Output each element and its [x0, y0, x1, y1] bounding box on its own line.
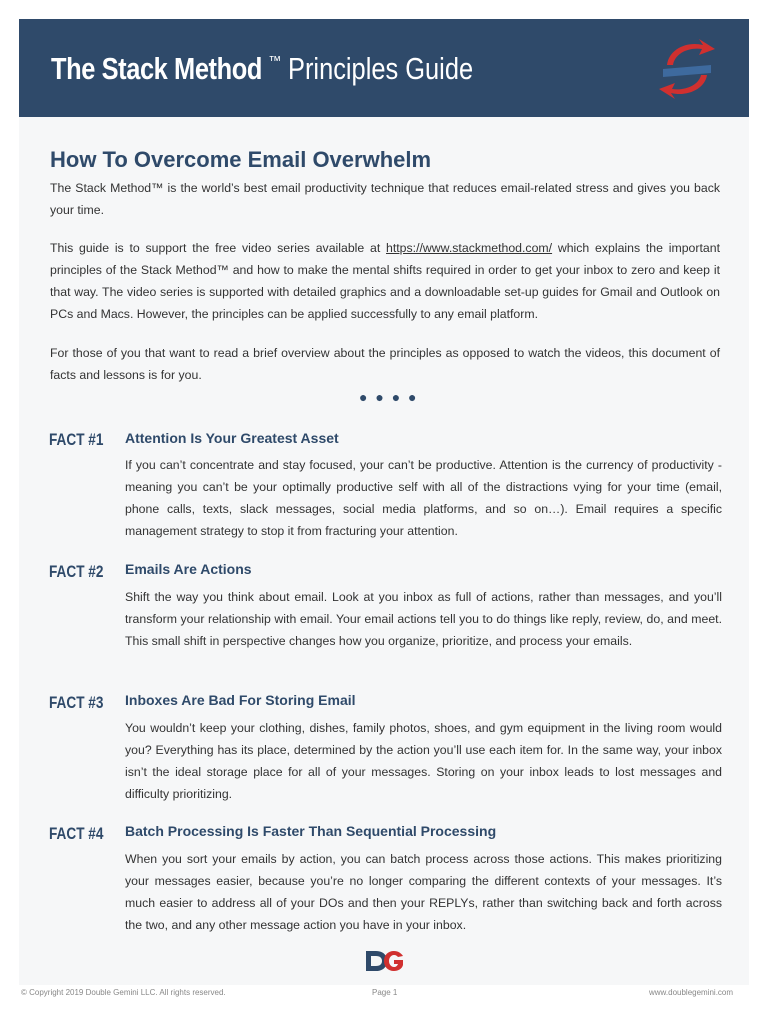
intro-paragraph-2	[50, 237, 720, 325]
section-heading: How To Overcome Email Overwhelm	[50, 147, 432, 172]
fact-title: Inboxes Are Bad For Storing Email	[125, 692, 356, 708]
guide-title-light: Principles Guide	[287, 51, 473, 86]
fact-title: Emails Are Actions	[125, 561, 252, 577]
guide-title	[51, 51, 513, 87]
footer-website[interactable]: www.doublegemini.com	[649, 988, 734, 997]
fact-title: Batch Processing Is Faster Than Sequential Processing	[125, 823, 497, 839]
intro-paragraph-2-start: This guide is to support the free video series available at	[50, 241, 386, 255]
fact-title: Attention Is Your Greatest Asset	[125, 430, 339, 446]
stackmethod-link[interactable]: https://www.stackmethod.com/	[386, 241, 553, 255]
footer-copyright: © Copyright 2019 Double Gemini LLC. All rights reserved.	[21, 988, 226, 997]
guide-title-bold: The Stack Method	[51, 51, 262, 86]
fact-body: If you can’t concentrate and stay focused, your can’t be productive. Attention is the currency of productivity - meaning you can’t be your optimally productive self with all of the distractions vying for your time (email, phone calls, texts, slack messages, social media platforms, and so on…). Email requires a specific management strategy to stop it from fracturing your attention.	[125, 458, 722, 538]
fact-label: FACT #4	[49, 824, 104, 843]
fact-body: You wouldn’t keep your clothing, dishes, family photos, shoes, and gym equipment in the living room would you? Everything has its place, determined by the action you’ll use each item for. In the same way, your inbox isn’t the ideal storage place for all of your messages. Storing on your inbox leads to lost messages and difficulty prioritizing.	[125, 721, 722, 801]
intro-paragraph-2-end: which explains the important principles of the Stack Method™ and how to make the mental shifts required in order to get your inbox to zero and keep it that way. The video series is supported with detailed graphics and a downloadable set-up guides for Gmail and Outlook on PCs and Macs. However, the principles can be applied successfully to any email platform.	[50, 241, 720, 321]
header-banner	[19, 19, 749, 117]
fact-body: When you sort your emails by action, you can batch process across those actions. This makes prioritizing your messages easier, because you’re no longer comparing the different contexts of your messages. It’s much easier to address all of your DOs and then your REPLYs, rather than switching back and forth across the two, and any other message action you have in your inbox.	[125, 852, 722, 932]
fact-label: FACT #1	[49, 430, 104, 449]
fact-body: Shift the way you think about email. Look at you inbox as full of actions, rather than messages, and you’ll transform your relationship with email. Your email actions tell you to do things like reply, review, do, and meet. This small shift in perspective changes how you organize, prioritize, and process your emails.	[125, 590, 722, 648]
trademark-symbol: ™	[268, 53, 282, 68]
page-sheet	[19, 19, 749, 985]
intro-paragraph-1: The Stack Method™ is the world’s best email productivity technique that reduces email-related stress and gives you back your time.	[50, 181, 720, 217]
fact-label: FACT #2	[49, 562, 104, 581]
double-gemini-logo-icon	[366, 950, 404, 972]
intro-paragraph-3: For those of you that want to read a brief overview about the principles as opposed to watch the videos, this document of facts and lessons is for you.	[50, 346, 720, 382]
section-separator: ● ● ● ●	[359, 389, 419, 405]
fact-label: FACT #3	[49, 693, 104, 712]
stack-method-logo-icon	[653, 35, 721, 103]
footer-page-number: Page 1	[372, 988, 398, 997]
